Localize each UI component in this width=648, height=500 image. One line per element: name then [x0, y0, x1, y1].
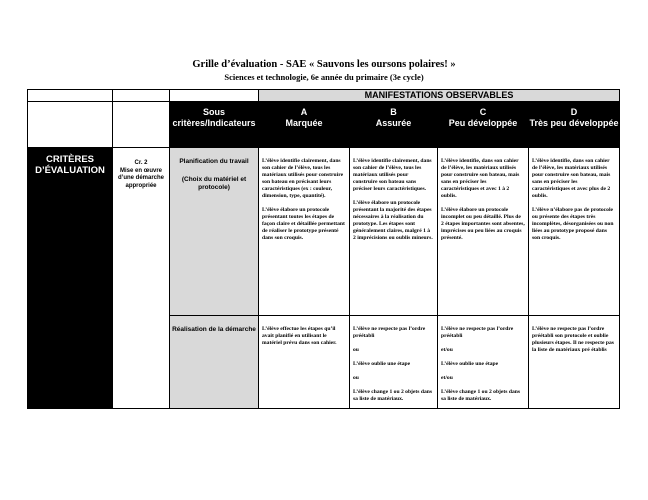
cell-text: L’élève élabore un protocole incomplet ou peu détaillé. Plus de 2 étapes importantes sont absentes, imprécises ou peu liées au croquis présenté. — [441, 207, 525, 241]
cell-text: et/ou — [441, 375, 453, 381]
cell-text: L’élève identifie, dans son cahier de l’élève, les matériaux utilisés pour construire son bateau, mais sans en préciser les caractéristiques et avec 1 à 2 oublis. — [441, 158, 520, 199]
cell-realisation-a — [259, 316, 350, 409]
level-label: Marquée — [285, 118, 323, 128]
empty-header-cell — [113, 102, 170, 148]
empty-header-cell — [28, 90, 113, 102]
subcriterion-realisation — [170, 316, 259, 409]
cell-realisation-d — [529, 316, 620, 409]
empty-header-cell — [113, 90, 170, 102]
cell-text: L’élève identifie clairement, dans son cahier de l’élève, tous les matériaux utilisés pour construire son bateau sans préciser leurs caractéristiques. — [353, 158, 432, 192]
level-header-b — [350, 102, 438, 148]
level-header-c — [438, 102, 529, 148]
cell-realisation-c — [438, 316, 529, 409]
criteria-row-planification — [28, 148, 620, 316]
level-label: Assurée — [375, 118, 412, 128]
manifestations-header: MANIFESTATIONS OBSERVABLES — [259, 90, 620, 102]
cell-text: ou — [353, 375, 359, 381]
subcriterion-planification — [170, 148, 259, 316]
header-row-2 — [28, 102, 620, 148]
cell-text: L’élève change 1 ou 2 objets dans sa liste de matériaux. — [441, 389, 521, 402]
cell-planification-b — [350, 148, 438, 316]
empty-header-cell — [170, 90, 259, 102]
criteres-label: CRITÈRES D’ÉVALUATION — [28, 148, 113, 409]
cell-text: L’élève n’élabore pas de protocole ou présente des étapes très incomplètes, désorganisées ou non liées au prototype proposé dans son croquis. — [532, 207, 614, 241]
level-letter: B — [390, 107, 397, 117]
cell-text: L’élève ne respecte pas l’ordre préétabli — [441, 326, 514, 339]
level-label: Très peu développée — [529, 118, 619, 128]
cell-text: L’élève oublie une étape — [353, 361, 411, 367]
subcriterion-label: Réalisation de la démarche — [172, 326, 256, 333]
criterion-text: Mise en œuvre d’une démarche appropriée — [117, 167, 164, 189]
cell-planification-d — [529, 148, 620, 316]
sous-criteres-header: Sous critères/Indicateurs — [170, 102, 259, 148]
cell-text: L’élève identifie, dans son cahier de l’élève, les matériaux utilisés pour construire son bateau, mais sans en préciser les caractéristiques et avec plus de 2 oublis. — [532, 158, 611, 199]
document-subtitle: Sciences et technologie, 6e année du primaire (3e cycle) — [224, 72, 424, 82]
document-title: Grille d’évaluation - SAE « Sauvons les oursons polaires! » — [192, 59, 456, 70]
cell-realisation-b — [350, 316, 438, 409]
subcriterion-label: Planification du travail — [179, 158, 249, 165]
cell-text: L’élève ne respecte pas l’ordre préétabli son protocole et oublie plusieurs étapes. Il ne respecte pas la liste de matériaux pré établis — [532, 326, 614, 353]
cell-planification-a — [259, 148, 350, 316]
cell-planification-c — [438, 148, 529, 316]
level-label: Peu développée — [448, 118, 518, 128]
cell-text: L’élève effectue les étapes qu’il avait planifié en utilisant le matériel prévu dans son cahier. — [262, 326, 337, 346]
criterion-code: Cr. 2 — [134, 160, 148, 166]
cell-text: L’élève ne respecte pas l’ordre préétabli — [353, 326, 426, 339]
subcriterion-note: (Choix du matériel et protocole) — [181, 175, 247, 191]
level-header-a — [259, 102, 350, 148]
level-letter: D — [570, 107, 578, 117]
cell-text: L’élève change 1 ou 2 objets dans sa liste de matériaux. — [353, 389, 433, 402]
level-header-d — [529, 102, 620, 148]
cell-text: ou — [353, 347, 359, 353]
level-letter: A — [300, 107, 308, 117]
cell-text: L’élève élabore un protocole présentant la majorité des étapes nécessaires à la réalisation du prototype. Les étapes sont généralement claires, malgré 1 à 2 imprécisions ou oublis mineurs. — [353, 200, 433, 241]
criterion-cell — [113, 148, 170, 409]
cell-text: L’élève élabore un protocole présentant toutes les étapes de façon claire et détaillée permettant de réaliser le prototype présenté dans son croquis. — [262, 207, 345, 241]
evaluation-grid — [27, 89, 620, 409]
cell-text: L’élève oublie une étape — [441, 361, 499, 367]
level-letter: C — [479, 107, 487, 117]
header-row-1 — [28, 90, 620, 102]
empty-header-cell — [28, 102, 113, 148]
cell-text: L’élève identifie clairement, dans son cahier de l’élève, tous les matériaux utilisés pour construire son bateau en précisant leurs caractéristiques (ex : couleur, dimension, type, quantité). — [262, 158, 344, 199]
cell-text: et/ou — [441, 347, 453, 353]
